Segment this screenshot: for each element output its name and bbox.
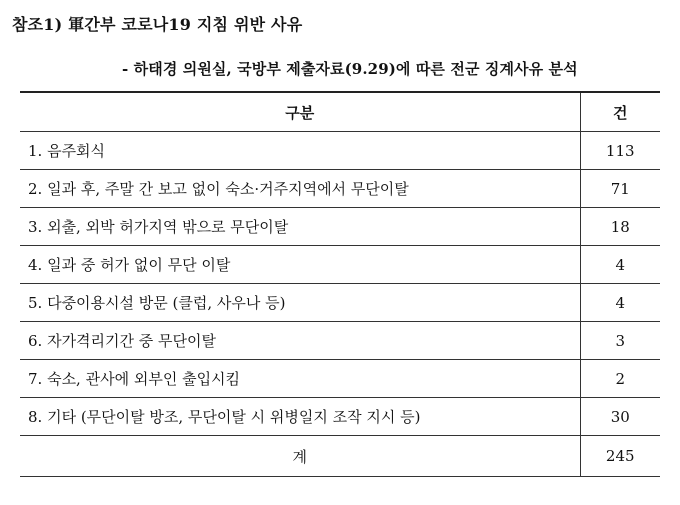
table-row bbox=[20, 360, 660, 398]
table-row bbox=[20, 246, 660, 284]
row-value: 113 bbox=[580, 132, 660, 170]
table-row bbox=[20, 170, 660, 208]
row-label: 7. 숙소, 관사에 외부인 출입시킴 bbox=[20, 360, 580, 398]
total-label: 계 bbox=[20, 436, 580, 477]
row-label: 6. 자가격리기간 중 무단이탈 bbox=[20, 322, 580, 360]
row-value: 4 bbox=[580, 284, 660, 322]
row-label: 8. 기타 (무단이탈 방조, 무단이탈 시 위병일지 조작 지시 등) bbox=[20, 398, 580, 436]
document-subtitle: - 하태경 의원실, 국방부 제출자료(9.29)에 따른 전군 징계사유 분석 bbox=[122, 60, 578, 78]
row-value: 30 bbox=[580, 398, 660, 436]
row-value: 2 bbox=[580, 360, 660, 398]
table-row bbox=[20, 398, 660, 436]
header-category: 구분 bbox=[20, 92, 580, 132]
table-header-row bbox=[20, 92, 660, 132]
total-value: 245 bbox=[580, 436, 660, 477]
row-value: 71 bbox=[580, 170, 660, 208]
row-label: 1. 음주회식 bbox=[20, 132, 580, 170]
table-header bbox=[20, 92, 660, 132]
row-value: 18 bbox=[580, 208, 660, 246]
row-label: 3. 외출, 외박 허가지역 밖으로 무단이탈 bbox=[20, 208, 580, 246]
table-total-row bbox=[20, 436, 660, 477]
row-value: 4 bbox=[580, 246, 660, 284]
row-label: 4. 일과 중 허가 없이 무단 이탈 bbox=[20, 246, 580, 284]
table-row bbox=[20, 284, 660, 322]
table-body bbox=[20, 132, 660, 477]
row-value: 3 bbox=[580, 322, 660, 360]
row-label: 2. 일과 후, 주말 간 보고 없이 숙소·거주지역에서 무단이탈 bbox=[20, 170, 580, 208]
table-row bbox=[20, 208, 660, 246]
table-row bbox=[20, 132, 660, 170]
header-count: 건 bbox=[580, 92, 660, 132]
row-label: 5. 다중이용시설 방문 (클럽, 사우나 등) bbox=[20, 284, 580, 322]
document-title: 참조1) 軍간부 코로나19 지침 위반 사유 bbox=[12, 15, 303, 34]
violation-reasons-table bbox=[20, 91, 660, 477]
table-row bbox=[20, 322, 660, 360]
